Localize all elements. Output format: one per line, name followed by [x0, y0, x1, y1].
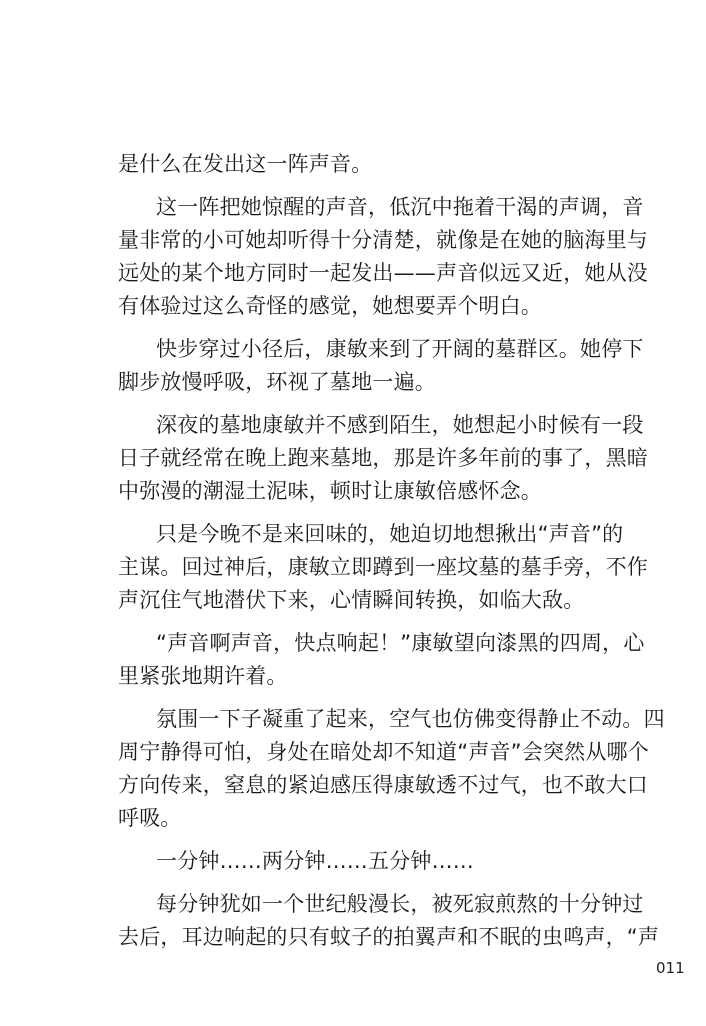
text-line: 深夜的墓地康敏并不感到陌生，她想起小时候有一段: [156, 413, 644, 437]
text-line: 量非常的小可她却听得十分清楚，就像是在她的脑海里与: [118, 228, 648, 252]
paragraph-4: [118, 409, 648, 508]
text-line: 方向传来，窒息的紧迫感压得康敏透不过气，也不敢大口: [118, 773, 648, 797]
text-line: 主谋。回过神后，康敏立即蹲到一座坟墓的墓手旁，不作: [118, 555, 648, 579]
paragraph-3: [118, 333, 644, 399]
text-line: 脚步放慢呼吸，环视了墓地一遍。: [118, 370, 436, 394]
text-line: 呼吸。: [118, 806, 182, 830]
text-line: 氛围一下子凝重了起来，空气也仿佛变得静止不动。四: [156, 707, 665, 731]
page-body: [118, 148, 665, 954]
text-line: 只是今晚不是来回味的，她迫切地想揪出“声音”的: [156, 522, 624, 546]
text-line: 每分钟犹如一个世纪般漫长，被死寂煎熬的十分钟过: [156, 892, 644, 916]
text-line: 里紧张地期许着。: [118, 664, 288, 688]
paragraph-1: [118, 148, 610, 181]
text-line: 有体验过这么奇怪的感觉，她想要弄个明白。: [118, 294, 542, 318]
paragraph-9: [118, 888, 660, 954]
paragraph-2: [118, 191, 648, 323]
paragraph-5: [118, 518, 648, 617]
text-line: “声音啊声音，快点响起！”康敏望向漆黑的四周，心: [156, 631, 645, 655]
paragraph-6: [118, 627, 645, 693]
paragraph-8: [118, 845, 610, 878]
text-line: 远处的某个地方同时一起发出——声音似远又近，她从没: [118, 261, 648, 285]
text-line: 一分钟……两分钟……五分钟……: [156, 849, 474, 873]
paragraph-7: [118, 703, 665, 835]
text-line: 日子就经常在晚上跑来墓地，那是许多年前的事了，黑暗: [118, 446, 648, 470]
text-line: 周宁静得可怕，身处在暗处却不知道“声音”会突然从哪个: [118, 740, 649, 764]
text-line: 快步穿过小径后，康敏来到了开阔的墓群区。她停下: [156, 337, 644, 361]
text-line: 声沉住气地潜伏下来，心情瞬间转换，如临大敌。: [118, 588, 585, 612]
text-line: 这一阵把她惊醒的声音，低沉中拖着干渴的声调，音: [156, 195, 644, 219]
text-line: 去后，耳边响起的只有蚊子的拍翼声和不眠的虫鸣声，“声: [118, 925, 660, 949]
text-line: 中弥漫的潮湿土泥味，顿时让康敏倍感怀念。: [118, 479, 542, 503]
text-line: 是什么在发出这一阵声音。: [118, 152, 373, 176]
page-number: 011: [656, 959, 685, 977]
